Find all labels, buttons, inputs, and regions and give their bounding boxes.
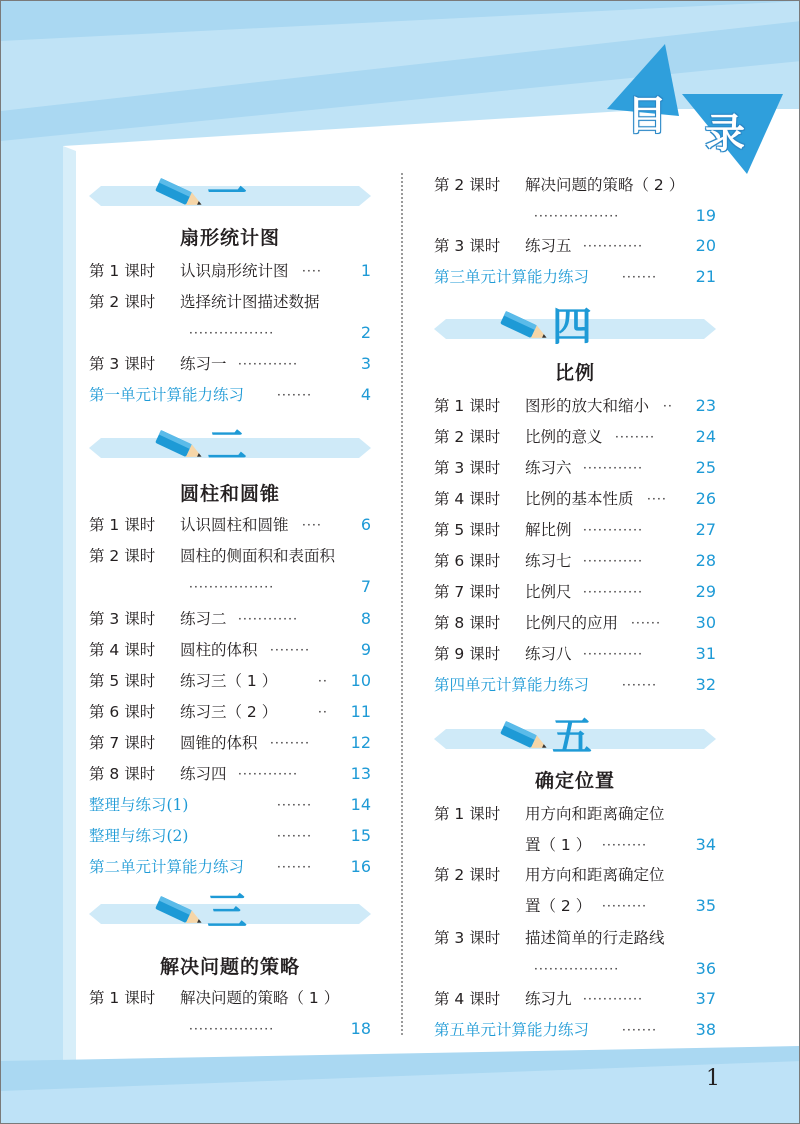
page-ref: 31 [695,644,716,663]
toc-entry[interactable] [89,669,371,693]
leader-dots: ············ [238,767,299,781]
toc-entry[interactable] [434,456,716,480]
leader-dots: ················· [534,962,620,976]
leader-dots: ·· [318,705,329,719]
unit-2-title: 圆柱和圆锥 [179,483,280,505]
leader-dots: ············ [583,239,644,253]
lesson-topic: 圆锥的体积 [180,734,258,752]
unit-5-number: 五 [552,713,592,760]
lesson-label: 第 5 课时 [434,521,501,539]
unit-4-number: 四 [552,303,592,350]
lesson-topic: 选择统计图描述数据 [180,293,320,311]
unit-1-title: 扇形统计图 [179,227,280,249]
lesson-topic: 练习九 [525,990,572,1008]
toc-entry[interactable] [89,513,371,537]
toc-entry[interactable] [434,265,716,289]
unit-1-number: 一 [207,170,247,217]
toc-entry[interactable] [434,394,716,418]
page-ref: 4 [360,385,371,404]
toc-entry[interactable] [89,544,371,596]
lesson-topic: 比例尺的应用 [525,614,619,632]
lesson-topic-continued: 置（ 2 ） [525,897,592,915]
toc-entry[interactable] [434,642,716,666]
toc-entry[interactable] [434,987,716,1011]
lesson-label: 第 2 课时 [89,547,156,565]
lesson-topic: 比例的基本性质 [525,490,634,508]
page-ref: 20 [695,236,716,255]
page-ref: 8 [360,609,371,628]
page-ref: 30 [695,613,716,632]
lesson-topic: 图形的放大和缩小 [525,397,650,415]
lesson-topic: 练习五 [525,237,572,255]
page-ref: 37 [695,989,716,1008]
leader-dots: ········ [270,643,311,657]
lesson-label: 第 4 课时 [434,490,501,508]
section-label: 整理与练习(2) [89,827,189,845]
title-char-2: 录 [705,111,745,157]
leader-dots: ·· [663,399,674,413]
lesson-label: 第 3 课时 [434,459,501,477]
leader-dots: ············ [238,612,299,626]
lesson-topic: 认识扇形统计图 [180,262,289,280]
lesson-label: 第 8 课时 [89,765,156,783]
page-ref: 24 [695,427,716,446]
lesson-topic: 解比例 [525,521,572,539]
title-char-1: 目 [627,93,667,139]
leader-dots: ················· [534,209,620,223]
lesson-topic: 圆柱的体积 [180,641,258,659]
toc-entry[interactable] [434,487,716,511]
lesson-label: 第 6 课时 [434,552,501,570]
toc-entry[interactable] [434,802,716,854]
lesson-topic-continued: 置（ 1 ） [525,836,592,854]
lesson-topic: 练习六 [525,459,572,477]
unit-1-header [89,170,371,217]
unit-2-number: 二 [207,422,247,469]
lesson-label: 第 9 课时 [434,645,501,663]
lesson-label: 第 3 课时 [89,355,156,373]
page-ref: 7 [360,577,371,596]
lesson-label: 第 1 课时 [89,262,156,280]
page-ref: 14 [350,795,371,814]
leader-dots: ······· [277,388,313,402]
lesson-label: 第 5 课时 [89,672,156,690]
page-ref: 35 [695,896,716,915]
lesson-topic: 解决问题的策略（ 2 ） [525,176,685,194]
unit-3-title: 解决问题的策略 [159,956,300,978]
leader-dots: ······· [277,860,313,874]
page-ref: 2 [360,323,371,342]
section-label: 第五单元计算能力练习 [434,1021,590,1039]
toc-entry[interactable] [434,611,716,635]
toc-entry[interactable] [434,518,716,542]
leader-dots: ········ [615,430,656,444]
toc-entry[interactable] [89,762,371,786]
lesson-label: 第 1 课时 [434,397,501,415]
leader-dots: ······· [277,798,313,812]
page-ref: 28 [695,551,716,570]
toc-entry[interactable] [89,607,371,631]
page-ref: 25 [695,458,716,477]
unit-5-title: 确定位置 [534,770,615,792]
leader-dots: ········· [602,838,648,852]
lesson-topic: 练习四 [180,765,227,783]
unit-4-title: 比例 [554,362,595,384]
leader-dots: ······ [631,616,662,630]
leader-dots: ···· [302,518,323,532]
leader-dots: ············ [583,585,644,599]
lesson-topic: 比例尺 [525,583,572,601]
leader-dots: ······· [622,1023,658,1037]
column-divider [401,173,403,1035]
lesson-label: 第 7 课时 [89,734,156,752]
lesson-topic: 练习七 [525,552,572,570]
toc-entry[interactable] [89,638,371,662]
toc-entry[interactable] [89,855,371,879]
unit-2-header [89,422,371,469]
lesson-topic: 描述简单的行走路线 [525,929,665,947]
leader-dots: ············ [583,461,644,475]
lesson-label: 第 2 课时 [434,176,501,194]
page-ref: 36 [695,959,716,978]
lesson-label: 第 7 课时 [434,583,501,601]
toc-entry[interactable] [89,700,371,724]
lesson-label: 第 3 课时 [434,237,501,255]
toc-entry[interactable] [434,673,716,697]
lesson-topic: 练习三（ 2 ） [180,703,278,721]
page-ref: 34 [695,835,716,854]
section-label: 第一单元计算能力练习 [89,386,245,404]
page-ref: 18 [350,1019,371,1038]
lesson-topic: 练习二 [180,610,227,628]
unit-4-header [434,303,716,350]
leader-dots: ············ [583,992,644,1006]
toc-entry[interactable] [434,234,716,258]
section-label: 第四单元计算能力练习 [434,676,590,694]
unit-3-number: 三 [207,888,247,935]
page-ref: 11 [350,702,371,721]
leader-dots: ·· [318,674,329,688]
leader-dots: ················· [189,580,275,594]
leader-dots: ········ [270,736,311,750]
lesson-topic: 练习一 [180,355,227,373]
leader-dots: ······· [622,270,658,284]
toc-entry[interactable] [434,173,716,225]
page-ref: 38 [695,1020,716,1039]
section-label: 整理与练习(1) [89,796,189,814]
toc-entry[interactable] [89,793,371,817]
lesson-topic: 比例的意义 [525,428,603,446]
page-ref: 29 [695,582,716,601]
page-ref: 12 [350,733,371,752]
toc-entry[interactable] [434,863,716,915]
lesson-label: 第 1 课时 [434,805,501,823]
lesson-topic: 用方向和距离确定位 [525,866,665,884]
toc-entry[interactable] [434,1018,716,1042]
page-ref: 6 [360,515,371,534]
lesson-topic: 用方向和距离确定位 [525,805,665,823]
toc-entry[interactable] [89,824,371,848]
toc-entry[interactable] [89,986,371,1038]
lesson-label: 第 4 课时 [89,641,156,659]
page-ref: 13 [350,764,371,783]
leader-dots: ············ [583,523,644,537]
toc-entry[interactable] [89,259,371,283]
leader-dots: ············ [583,647,644,661]
leader-dots: ········· [602,899,648,913]
lesson-label: 第 2 课时 [434,866,501,884]
lesson-topic: 练习八 [525,645,572,663]
lesson-topic: 认识圆柱和圆锥 [180,516,289,534]
lesson-label: 第 3 课时 [434,929,501,947]
lesson-label: 第 3 课时 [89,610,156,628]
page-ref: 15 [350,826,371,845]
unit-3-header [89,888,371,935]
section-label: 第三单元计算能力练习 [434,268,590,286]
leader-dots: ···· [302,264,323,278]
page-ref: 27 [695,520,716,539]
toc-entry[interactable] [434,549,716,573]
leader-dots: ················· [189,1022,275,1036]
page-number: 1 [706,1066,720,1091]
page-ref: 23 [695,396,716,415]
page-ref: 19 [695,206,716,225]
lesson-label: 第 8 课时 [434,614,501,632]
leader-dots: ············ [583,554,644,568]
page-ref: 1 [360,261,371,280]
lesson-label: 第 1 课时 [89,989,156,1007]
page-ref: 16 [350,857,371,876]
toc-entry[interactable] [89,383,371,407]
toc-entry[interactable] [434,425,716,449]
leader-dots: ······· [622,678,658,692]
toc-title-badge [607,44,783,174]
page-ref: 21 [695,267,716,286]
toc-entry[interactable] [89,352,371,376]
leader-dots: ···· [647,492,668,506]
lesson-label: 第 2 课时 [434,428,501,446]
lesson-label: 第 6 课时 [89,703,156,721]
lesson-label: 第 1 课时 [89,516,156,534]
lesson-label: 第 2 课时 [89,293,156,311]
leader-dots: ············ [238,357,299,371]
page-ref: 32 [695,675,716,694]
toc-entry[interactable] [89,290,371,342]
section-label: 第二单元计算能力练习 [89,858,245,876]
lesson-topic: 圆柱的侧面积和表面积 [180,547,336,565]
lesson-label: 第 4 课时 [434,990,501,1008]
leader-dots: ················· [189,326,275,340]
lesson-topic: 解决问题的策略（ 1 ） [180,989,340,1007]
unit-5-header [434,713,716,760]
toc-entry[interactable] [434,580,716,604]
page-ref: 9 [360,640,371,659]
lesson-topic: 练习三（ 1 ） [180,672,278,690]
leader-dots: ······· [277,829,313,843]
toc-entry[interactable] [89,731,371,755]
page-ref: 3 [360,354,371,373]
page-ref: 26 [695,489,716,508]
toc-entry[interactable] [434,926,716,978]
page-ref: 10 [350,671,371,690]
